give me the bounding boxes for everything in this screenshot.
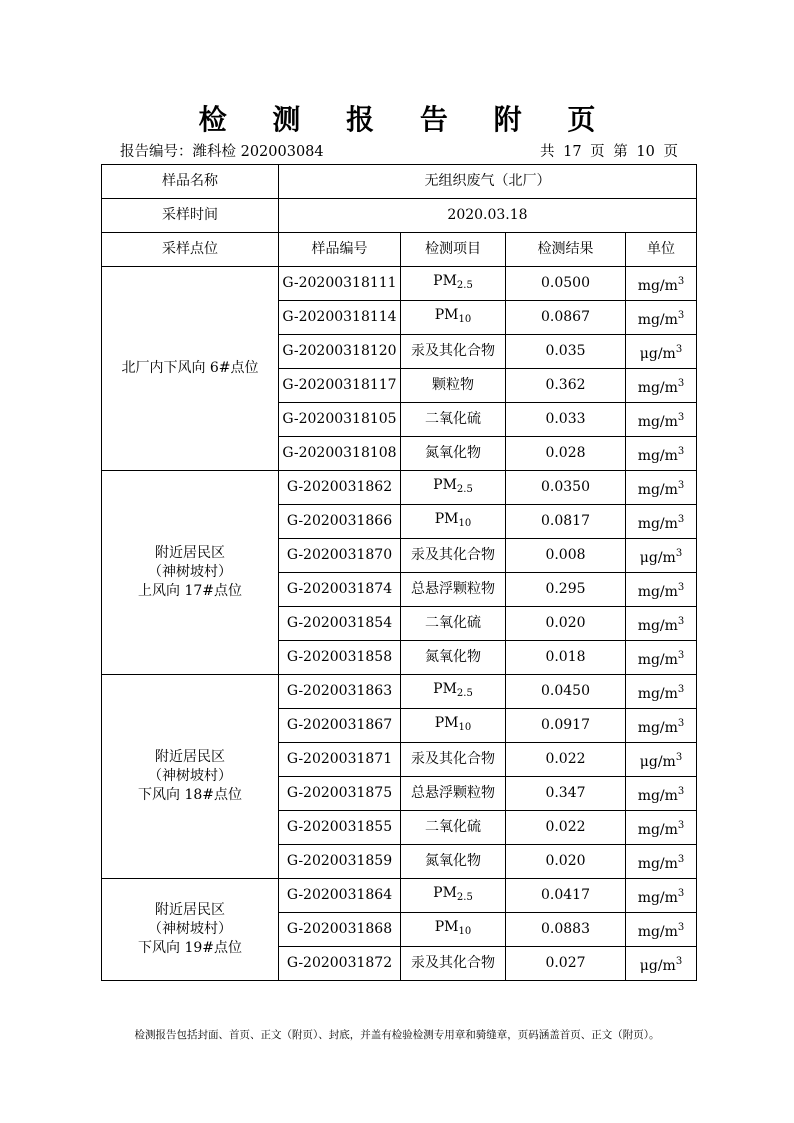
test-result: 0.0867 xyxy=(506,301,626,335)
unit-text: mg/m xyxy=(637,277,678,294)
unit-superscript: 3 xyxy=(675,955,683,967)
location-line: 下风向 19#点位 xyxy=(138,940,242,956)
unit-superscript: 3 xyxy=(675,343,683,355)
test-item-name: 氮氧化物 xyxy=(425,445,481,461)
unit-text: μg/m xyxy=(639,549,676,566)
report-table-body xyxy=(102,165,697,981)
unit xyxy=(626,811,697,845)
unit-superscript: 3 xyxy=(677,615,685,627)
unit xyxy=(626,267,697,301)
sampling-location xyxy=(102,879,279,981)
unit-text: mg/m xyxy=(637,583,678,600)
sample-id: G-2020031858 xyxy=(279,641,401,675)
test-result: 0.008 xyxy=(506,539,626,573)
test-result: 0.0883 xyxy=(506,913,626,947)
unit-text: mg/m xyxy=(637,651,678,668)
test-result: 0.0817 xyxy=(506,505,626,539)
sample-id: G-2020031875 xyxy=(279,777,401,811)
location-line: 附近居民区 xyxy=(155,749,225,765)
unit-superscript: 3 xyxy=(677,377,685,389)
unit-superscript: 3 xyxy=(677,785,685,797)
test-item xyxy=(401,811,506,845)
location-line: 上风向 17#点位 xyxy=(138,583,242,599)
table-row xyxy=(102,675,697,709)
unit xyxy=(626,471,697,505)
unit xyxy=(626,777,697,811)
sample-id: G-2020031868 xyxy=(279,913,401,947)
test-result: 0.0917 xyxy=(506,709,626,743)
unit-text: μg/m xyxy=(639,957,676,974)
page-title: 检 测 报 告 附 页 xyxy=(198,103,614,136)
test-item-subscript: 10 xyxy=(458,314,472,325)
table-row xyxy=(102,879,697,913)
unit xyxy=(626,913,697,947)
unit xyxy=(626,641,697,675)
report-number: 报告编号：潍科检 202003084 xyxy=(120,144,324,160)
test-item-name: PM xyxy=(433,681,457,697)
sample-id: G-2020031855 xyxy=(279,811,401,845)
test-item-name: PM xyxy=(434,511,459,527)
test-item-name: PM xyxy=(434,715,459,731)
test-item xyxy=(401,539,506,573)
unit-superscript: 3 xyxy=(675,751,683,763)
test-result: 0.295 xyxy=(506,573,626,607)
test-item xyxy=(401,573,506,607)
test-item xyxy=(401,607,506,641)
test-item-name: 氮氧化物 xyxy=(425,853,481,869)
unit-text: mg/m xyxy=(637,413,678,430)
location-line: （神树坡村） xyxy=(148,921,232,937)
test-item xyxy=(401,437,506,471)
test-result: 0.035 xyxy=(506,335,626,369)
col-header-location: 采样点位 xyxy=(102,233,279,267)
unit xyxy=(626,369,697,403)
column-header-row xyxy=(102,233,697,267)
col-header-item: 检测项目 xyxy=(401,233,506,267)
unit xyxy=(626,573,697,607)
test-result: 0.033 xyxy=(506,403,626,437)
unit-superscript: 3 xyxy=(677,853,685,865)
unit xyxy=(626,539,697,573)
unit-superscript: 3 xyxy=(677,887,685,899)
test-item-name: PM xyxy=(433,885,457,901)
test-result: 0.362 xyxy=(506,369,626,403)
test-item-name: 氮氧化物 xyxy=(425,649,481,665)
test-result: 0.0450 xyxy=(506,675,626,709)
unit-text: mg/m xyxy=(637,617,678,634)
sample-id: G-20200318108 xyxy=(279,437,401,471)
sample-id: G-2020031870 xyxy=(279,539,401,573)
sample-id: G-20200318105 xyxy=(279,403,401,437)
test-item xyxy=(401,675,506,709)
sampling-time-row xyxy=(102,199,697,233)
footer-note: 检测报告包括封面、首页、正文（附页）、封底，并盖有检验检测专用章和骑缝章，页码涵盖首页、正文（附页）。 xyxy=(134,1029,660,1041)
page-info: 共 17 页 第 10 页 xyxy=(540,144,678,160)
sampling-location xyxy=(102,471,279,675)
test-item xyxy=(401,947,506,981)
test-item-subscript: 2.5 xyxy=(456,688,473,699)
table-row xyxy=(102,267,697,301)
sample-id: G-2020031863 xyxy=(279,675,401,709)
test-result: 0.022 xyxy=(506,743,626,777)
test-item-subscript: 2.5 xyxy=(456,280,473,291)
unit-text: mg/m xyxy=(637,821,678,838)
location-line: 北厂内下风向 6#点位 xyxy=(121,360,259,376)
test-item-subscript: 2.5 xyxy=(456,484,473,495)
location-line: 附近居民区 xyxy=(155,902,225,918)
test-item xyxy=(401,301,506,335)
report-table xyxy=(101,164,697,981)
test-item-name: 二氧化硫 xyxy=(425,819,481,835)
unit xyxy=(626,743,697,777)
unit xyxy=(626,301,697,335)
unit xyxy=(626,675,697,709)
col-header-unit: 单位 xyxy=(626,233,697,267)
sample-id: G-2020031854 xyxy=(279,607,401,641)
location-line: 下风向 18#点位 xyxy=(138,787,242,803)
test-item-name: 汞及其化合物 xyxy=(411,751,495,767)
test-result: 0.018 xyxy=(506,641,626,675)
sample-name-row xyxy=(102,165,697,199)
sample-id: G-2020031867 xyxy=(279,709,401,743)
test-item xyxy=(401,879,506,913)
unit xyxy=(626,437,697,471)
unit-text: μg/m xyxy=(639,345,676,362)
unit-superscript: 3 xyxy=(675,547,683,559)
test-item xyxy=(401,369,506,403)
test-item xyxy=(401,267,506,301)
test-item-name: 汞及其化合物 xyxy=(411,343,495,359)
sample-name-value: 无组织废气（北厂） xyxy=(279,165,697,199)
test-item-name: 总悬浮颗粒物 xyxy=(411,785,495,801)
test-item-name: 汞及其化合物 xyxy=(411,547,495,563)
sample-name-label: 样品名称 xyxy=(102,165,279,199)
col-header-sample-id: 样品编号 xyxy=(279,233,401,267)
unit-text: mg/m xyxy=(637,923,678,940)
test-result: 0.027 xyxy=(506,947,626,981)
location-line: （神树坡村） xyxy=(148,768,232,784)
test-item xyxy=(401,913,506,947)
test-item xyxy=(401,471,506,505)
test-item-name: PM xyxy=(433,477,457,493)
test-item xyxy=(401,845,506,879)
unit-superscript: 3 xyxy=(677,581,685,593)
test-result: 0.0500 xyxy=(506,267,626,301)
sample-id: G-2020031874 xyxy=(279,573,401,607)
test-item xyxy=(401,777,506,811)
test-item xyxy=(401,641,506,675)
sample-id: G-20200318117 xyxy=(279,369,401,403)
unit xyxy=(626,879,697,913)
unit-text: mg/m xyxy=(637,447,678,464)
unit-superscript: 3 xyxy=(677,819,685,831)
unit-text: mg/m xyxy=(637,379,678,396)
col-header-result: 检测结果 xyxy=(506,233,626,267)
test-result: 0.020 xyxy=(506,607,626,641)
sample-id: G-2020031859 xyxy=(279,845,401,879)
test-item-subscript: 10 xyxy=(458,926,472,937)
sample-id: G-20200318111 xyxy=(279,267,401,301)
unit-superscript: 3 xyxy=(677,275,685,287)
unit-superscript: 3 xyxy=(677,921,685,933)
test-item xyxy=(401,505,506,539)
test-item xyxy=(401,335,506,369)
test-item-name: PM xyxy=(433,273,457,289)
test-item xyxy=(401,743,506,777)
test-result: 0.028 xyxy=(506,437,626,471)
sample-id: G-20200318114 xyxy=(279,301,401,335)
unit-superscript: 3 xyxy=(677,683,685,695)
table-row xyxy=(102,471,697,505)
unit-superscript: 3 xyxy=(677,445,685,457)
unit-text: μg/m xyxy=(639,753,676,770)
sampling-time-value: 2020.03.18 xyxy=(279,199,697,233)
unit xyxy=(626,607,697,641)
test-result: 0.0350 xyxy=(506,471,626,505)
test-item-name: 总悬浮颗粒物 xyxy=(411,581,495,597)
test-item-name: 二氧化硫 xyxy=(425,615,481,631)
unit xyxy=(626,505,697,539)
test-item-subscript: 10 xyxy=(458,722,472,733)
test-item-name: 颗粒物 xyxy=(432,377,474,393)
sampling-location xyxy=(102,267,279,471)
sample-id: G-2020031864 xyxy=(279,879,401,913)
test-item-name: PM xyxy=(434,307,459,323)
unit-superscript: 3 xyxy=(677,717,685,729)
sample-id: G-2020031872 xyxy=(279,947,401,981)
test-item-subscript: 10 xyxy=(458,518,472,529)
location-line: 附近居民区 xyxy=(155,545,225,561)
test-result: 0.020 xyxy=(506,845,626,879)
test-item xyxy=(401,403,506,437)
unit-text: mg/m xyxy=(637,515,678,532)
test-item-subscript: 2.5 xyxy=(456,892,473,903)
sample-id: G-2020031862 xyxy=(279,471,401,505)
unit-text: mg/m xyxy=(637,855,678,872)
sample-id: G-2020031866 xyxy=(279,505,401,539)
unit-superscript: 3 xyxy=(677,309,685,321)
unit-text: mg/m xyxy=(637,787,678,804)
test-result: 0.347 xyxy=(506,777,626,811)
unit-superscript: 3 xyxy=(677,513,685,525)
sample-id: G-20200318120 xyxy=(279,335,401,369)
unit xyxy=(626,335,697,369)
sampling-location xyxy=(102,675,279,879)
test-item-name: 二氧化硫 xyxy=(425,411,481,427)
test-result: 0.022 xyxy=(506,811,626,845)
unit xyxy=(626,947,697,981)
unit-superscript: 3 xyxy=(677,411,685,423)
unit xyxy=(626,845,697,879)
location-line: （神树坡村） xyxy=(148,564,232,580)
unit-superscript: 3 xyxy=(677,649,685,661)
unit-text: mg/m xyxy=(637,685,678,702)
sample-id: G-2020031871 xyxy=(279,743,401,777)
test-item-name: PM xyxy=(434,919,459,935)
unit-text: mg/m xyxy=(637,311,678,328)
test-item xyxy=(401,709,506,743)
unit-text: mg/m xyxy=(637,719,678,736)
unit-text: mg/m xyxy=(637,481,678,498)
unit xyxy=(626,709,697,743)
unit-superscript: 3 xyxy=(677,479,685,491)
test-item-name: 汞及其化合物 xyxy=(411,955,495,971)
unit xyxy=(626,403,697,437)
test-result: 0.0417 xyxy=(506,879,626,913)
unit-text: mg/m xyxy=(637,889,678,906)
sampling-time-label: 采样时间 xyxy=(102,199,279,233)
